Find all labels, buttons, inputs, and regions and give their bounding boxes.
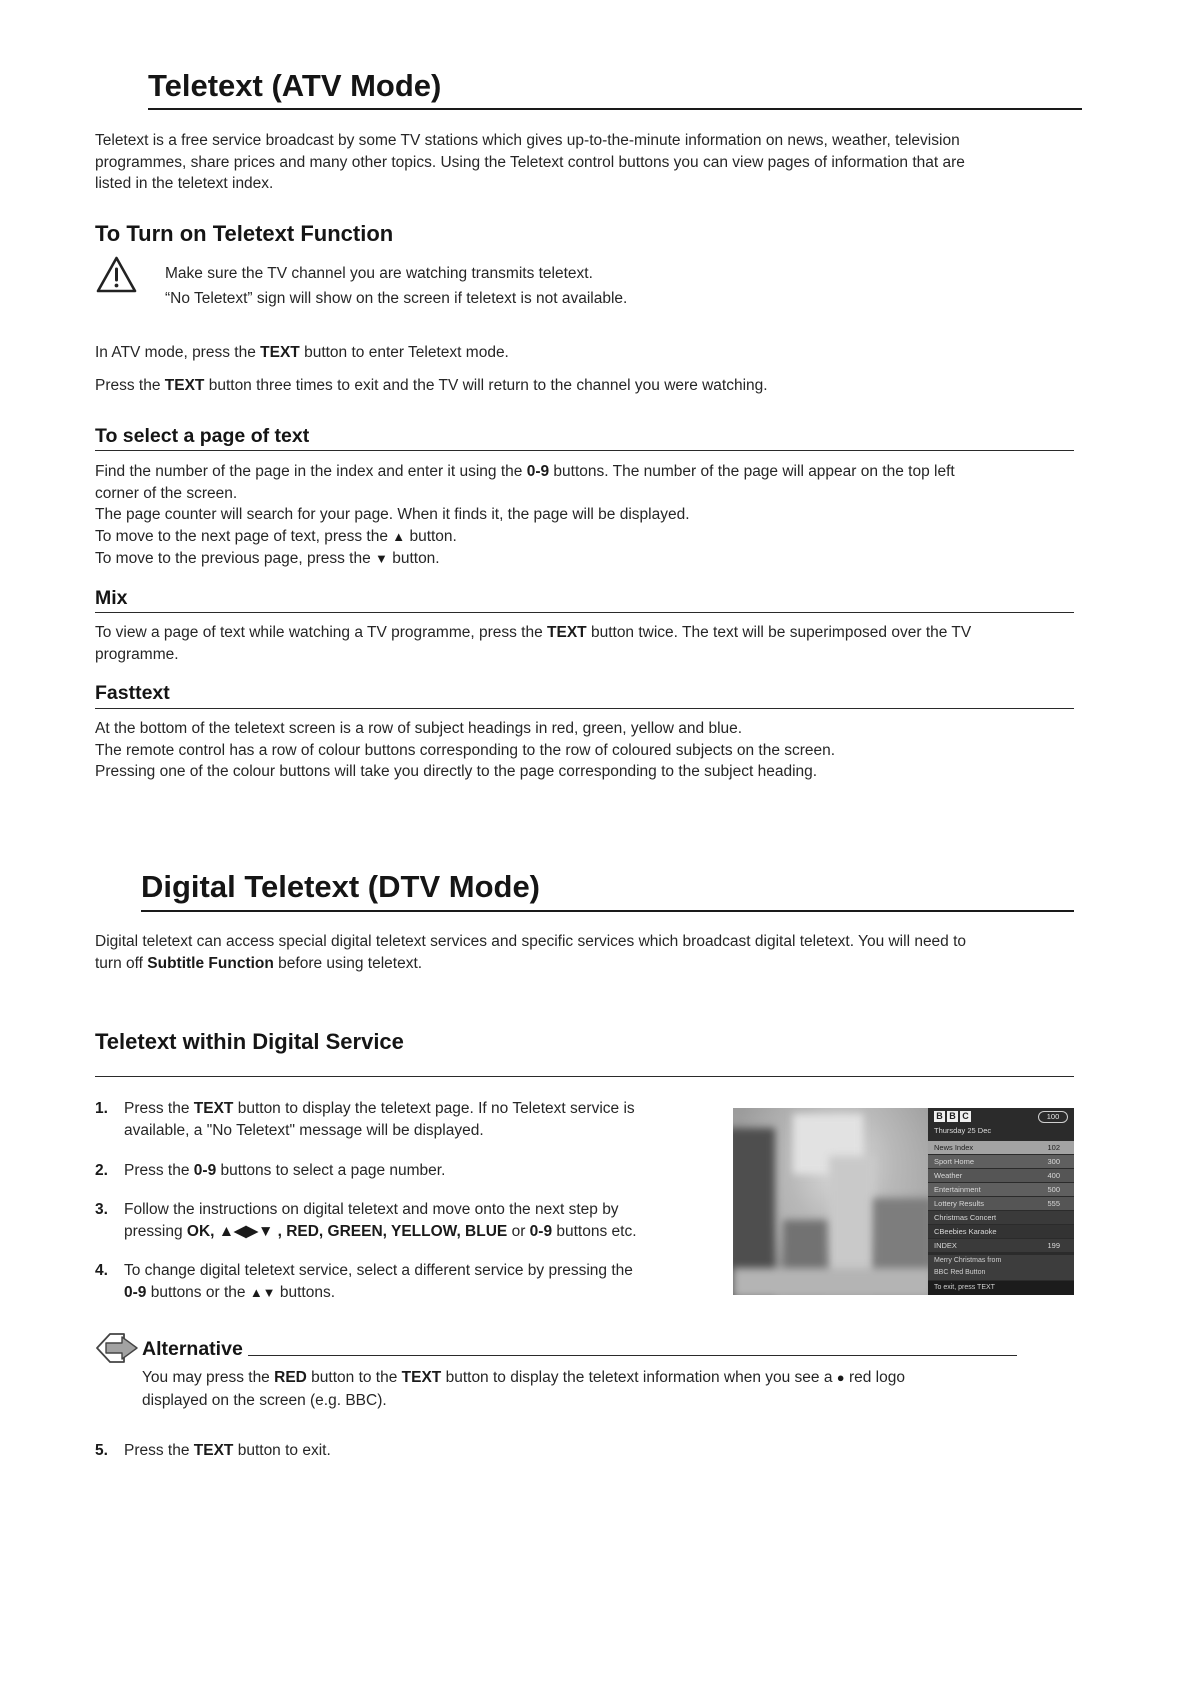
teletext-page-number: 100	[1038, 1111, 1068, 1123]
photo-floor	[733, 1268, 929, 1295]
fasttext-paragraph	[95, 718, 835, 783]
step-line: To change digital teletext service, select a different service by pressing the	[124, 1262, 633, 1279]
select-page-rule	[95, 450, 1074, 451]
teletext-exit-hint	[928, 1281, 1074, 1295]
button-name: 0-9	[193, 1162, 217, 1179]
button-name: TEXT	[401, 1369, 442, 1386]
teletext-menu-item	[928, 1239, 1074, 1252]
paragraph-line	[95, 548, 955, 570]
dtv-intro-paragraph	[95, 931, 966, 974]
teletext-panel	[928, 1108, 1074, 1295]
step-number: 2.	[95, 1162, 108, 1179]
step-line	[124, 1098, 635, 1120]
button-name: TEXT	[193, 1442, 234, 1459]
alternative-paragraph	[142, 1367, 905, 1412]
paragraph-line	[95, 622, 971, 644]
down-arrow-icon: ▼	[375, 550, 388, 566]
button-name: TEXT	[164, 377, 205, 394]
paragraph-line: Digital teletext can access special digital teletext services and specific services which broadcast digital teletext. You will need to	[95, 933, 967, 950]
text-segment: button to exit.	[233, 1442, 331, 1459]
step-text	[124, 1160, 445, 1182]
menu-item-page: 102	[1047, 1143, 1060, 1152]
photo-figure-center	[829, 1156, 875, 1281]
step-line: available, a "No Teletext" message will be displayed.	[124, 1122, 484, 1140]
text-segment: buttons. The number of the page will appear on the top left	[549, 463, 955, 480]
fasttext-rule	[95, 708, 1074, 709]
button-name: TEXT	[260, 344, 300, 361]
paragraph-line: The page counter will search for your page. When it finds it, the page will be displayed.	[95, 506, 690, 524]
feature-name: Subtitle Function	[147, 954, 274, 972]
paragraph-line: corner of the screen.	[95, 484, 238, 502]
text-segment: button to display the teletext information when you see a	[441, 1369, 837, 1386]
digital-service-heading: Teletext within Digital Service	[95, 1029, 404, 1054]
message-line: Merry Christmas from	[934, 1257, 1002, 1264]
text-segment: button.	[405, 528, 457, 546]
text-segment: Press the	[124, 1162, 194, 1179]
step-4	[95, 1260, 715, 1305]
mix-paragraph	[95, 622, 971, 665]
logo-letter: B	[947, 1111, 958, 1122]
step-3	[95, 1199, 695, 1244]
button-names: OK, ▲◀▶▼ , RED, GREEN, YELLOW, BLUE	[186, 1223, 508, 1241]
step-number: 3.	[95, 1201, 108, 1218]
text-segment: button.	[387, 549, 440, 567]
menu-item-page: 199	[1047, 1241, 1060, 1250]
atv-title-rule	[148, 108, 1082, 110]
paragraph-line: The remote control has a row of colour buttons corresponding to the row of coloured subjects on the screen.	[95, 741, 836, 759]
bbc-logo	[934, 1111, 971, 1122]
step-text	[124, 1199, 637, 1244]
turn-on-heading: To Turn on Teletext Function	[95, 221, 394, 246]
text-segment: Press the	[124, 1100, 194, 1117]
dtv-section-title: Digital Teletext (DTV Mode)	[141, 869, 541, 904]
text-segment: turn off	[95, 954, 148, 972]
text-segment: red logo	[844, 1369, 905, 1386]
step-number: 1.	[95, 1100, 108, 1117]
fasttext-heading: Fasttext	[95, 682, 170, 704]
teletext-menu-item	[928, 1141, 1074, 1154]
menu-item-page: 400	[1047, 1171, 1060, 1180]
mix-rule	[95, 612, 1074, 613]
alternative-rule	[248, 1355, 1017, 1356]
step-line	[124, 1221, 637, 1243]
paragraph-line	[95, 526, 955, 548]
paragraph-line: Pressing one of the colour buttons will take you directly to the page corresponding to the subject heading.	[95, 763, 818, 781]
menu-item-label: Sport Home	[934, 1157, 975, 1166]
tv-photo-background	[733, 1108, 929, 1295]
teletext-menu-item	[928, 1169, 1074, 1182]
text-segment: buttons or the	[146, 1284, 250, 1302]
step-text	[124, 1098, 635, 1143]
teletext-menu-item	[928, 1197, 1074, 1210]
text-segment: To move to the next page of text, press the	[95, 528, 393, 546]
exit-hint-text: To exit, press TEXT	[934, 1284, 995, 1291]
warning-note: Make sure the TV channel you are watching transmits teletext.	[165, 265, 593, 282]
menu-item-label: INDEX	[934, 1241, 957, 1250]
menu-item-page: 500	[1047, 1185, 1060, 1194]
mix-heading: Mix	[95, 587, 128, 609]
text-segment: buttons.	[275, 1284, 336, 1302]
menu-item-label: Christmas Concert	[934, 1213, 997, 1222]
exit-teletext-instruction	[95, 375, 768, 397]
teletext-date: Thursday 25 Dec	[934, 1126, 992, 1135]
text-segment: buttons etc.	[552, 1223, 637, 1241]
up-arrow-icon: ▲	[392, 529, 406, 545]
teletext-menu-item	[928, 1155, 1074, 1168]
atv-intro-paragraph	[95, 130, 965, 195]
text-segment: To view a page of text while watching a TV programme, press the	[95, 624, 548, 641]
button-name: 0-9	[529, 1223, 553, 1241]
teletext-message	[928, 1255, 1074, 1280]
text-segment: buttons to select a page number.	[216, 1162, 446, 1179]
teletext-menu-item	[928, 1211, 1074, 1224]
text-segment: To move to the previous page, press the	[95, 549, 376, 567]
menu-item-label: News Index	[934, 1143, 974, 1152]
paragraph-line	[95, 461, 955, 483]
logo-letter: C	[960, 1111, 971, 1122]
menu-item-page: 555	[1047, 1199, 1060, 1208]
menu-item-label: Weather	[934, 1171, 963, 1180]
text-segment: button twice. The text will be superimposed over the TV	[586, 624, 972, 641]
step-line	[124, 1440, 331, 1462]
text-segment: or	[507, 1223, 530, 1241]
button-name: 0-9	[526, 463, 550, 480]
text-segment: before using teletext.	[273, 954, 423, 972]
menu-item-page: 300	[1047, 1157, 1060, 1166]
alternative-header	[142, 1337, 1017, 1361]
alternative-arrow-icon	[95, 1331, 139, 1365]
enter-teletext-instruction	[95, 342, 509, 364]
warning-triangle-icon	[95, 255, 138, 295]
alternative-label: Alternative	[142, 1338, 243, 1360]
message-line: BBC Red Button	[934, 1269, 986, 1276]
button-name: RED	[274, 1369, 307, 1386]
button-name: TEXT	[547, 624, 587, 641]
menu-item-label: Entertainment	[934, 1185, 981, 1194]
red-dot-icon: ●	[836, 1370, 845, 1385]
step-number: 5.	[95, 1442, 108, 1459]
text-segment: Press the	[124, 1442, 194, 1459]
paragraph-line: displayed on the screen (e.g. BBC).	[142, 1391, 387, 1409]
text-segment: button three times to exit and the TV will return to the channel you were watching.	[204, 377, 768, 394]
text-segment: In ATV mode, press the	[95, 344, 261, 361]
step-text	[124, 1260, 633, 1305]
step-number: 4.	[95, 1262, 108, 1279]
button-name: TEXT	[193, 1100, 234, 1117]
paragraph-line: programme.	[95, 645, 179, 663]
text-segment: You may press the	[142, 1369, 275, 1386]
paragraph-line	[142, 1367, 905, 1390]
step-2	[95, 1160, 695, 1183]
step-text	[124, 1440, 331, 1462]
text-segment: Press the	[95, 377, 165, 394]
text-segment: button to display the teletext page. If no Teletext service is	[233, 1100, 635, 1117]
text-segment: pressing	[124, 1223, 187, 1241]
step-line: Follow the instructions on digital teletext and move onto the next step by	[124, 1201, 619, 1218]
teletext-menu-item	[928, 1183, 1074, 1196]
menu-item-label: CBeebies Karaoke	[934, 1227, 997, 1236]
step-1	[95, 1098, 695, 1143]
text-segment: Find the number of the page in the index and enter it using the	[95, 463, 527, 480]
paragraph-line: programmes, share prices and many other topics. Using the Teletext control buttons you can view pages of information that are	[95, 153, 965, 171]
logo-letter: B	[934, 1111, 945, 1122]
select-page-heading: To select a page of text	[95, 425, 310, 447]
paragraph-line: listed in the teletext index.	[95, 175, 274, 193]
dtv-title-rule	[141, 910, 1074, 912]
teletext-menu-item	[928, 1225, 1074, 1238]
up-down-arrows-icon: ▲▼	[249, 1285, 276, 1301]
warning-note: “No Teletext” sign will show on the screen if teletext is not available.	[165, 289, 628, 307]
text-segment: button to the	[306, 1369, 402, 1386]
step-5	[95, 1440, 695, 1463]
warning-notes	[165, 262, 627, 312]
digital-service-rule	[95, 1076, 1074, 1077]
step-line	[124, 1160, 445, 1182]
text-segment: button to enter Teletext mode.	[299, 344, 509, 361]
paragraph-line: Teletext is a free service broadcast by some TV stations which gives up-to-the-minute information on news, weather, television	[95, 132, 960, 149]
teletext-screenshot	[733, 1108, 1074, 1295]
paragraph-line	[95, 953, 966, 975]
button-name: 0-9	[124, 1284, 147, 1302]
atv-section-title: Teletext (ATV Mode)	[148, 68, 442, 103]
paragraph-line: At the bottom of the teletext screen is a row of subject headings in red, green, yellow and blue.	[95, 720, 743, 737]
menu-item-label: Lottery Results	[934, 1199, 985, 1208]
select-page-paragraph	[95, 461, 955, 570]
step-line	[124, 1282, 633, 1304]
